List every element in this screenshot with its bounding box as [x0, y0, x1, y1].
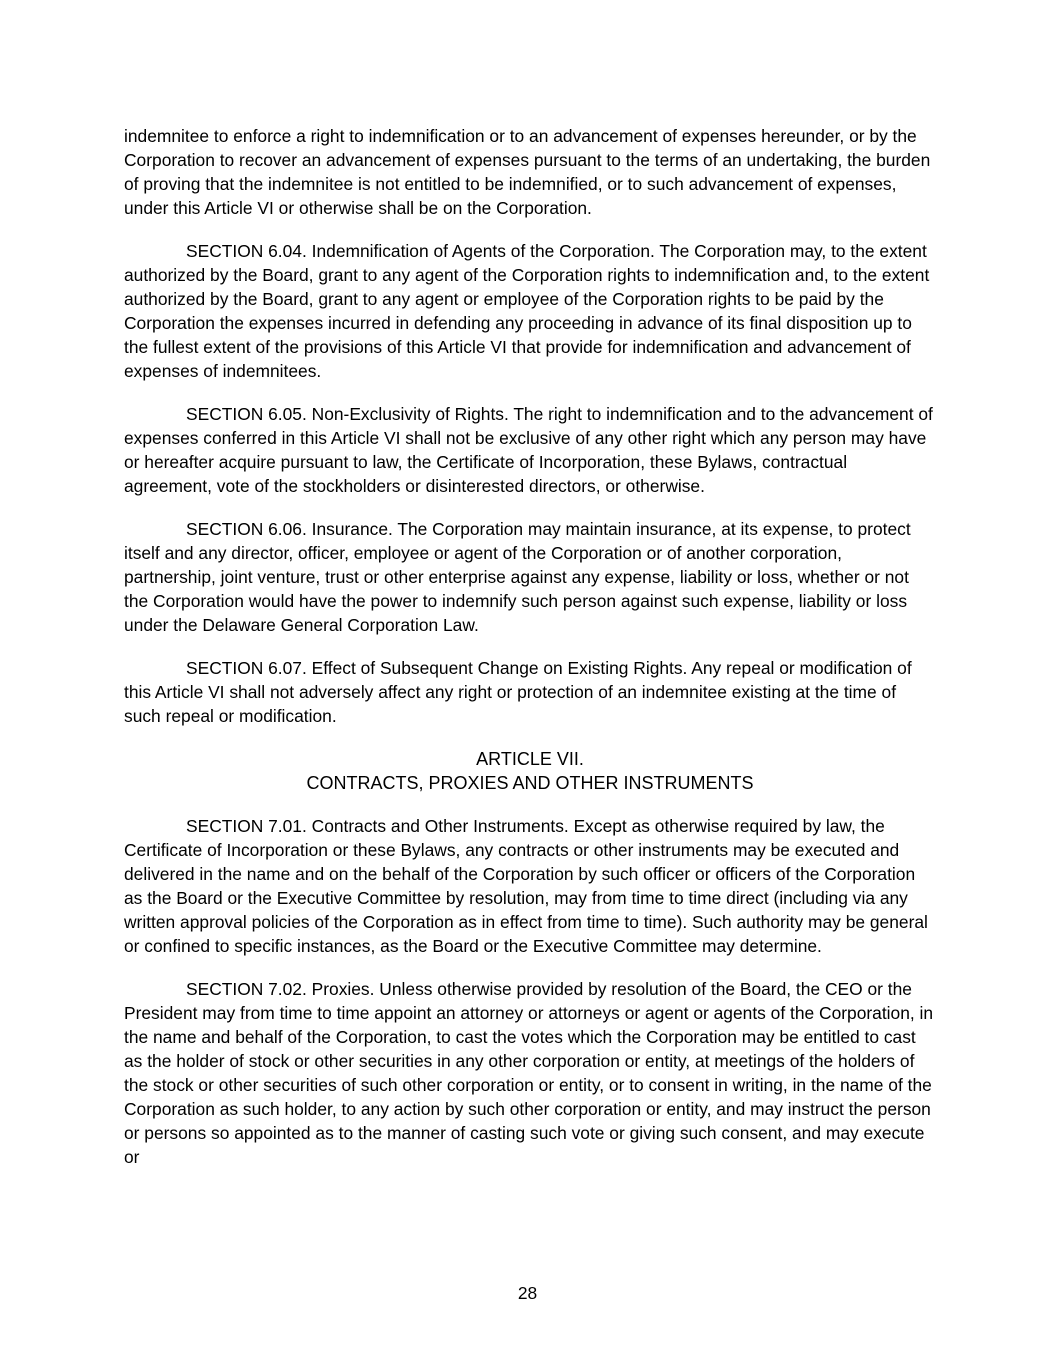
section-7-02	[124, 977, 936, 1169]
page-number: 28	[517, 1283, 538, 1303]
article-title: CONTRACTS, PROXIES AND OTHER INSTRUMENTS	[306, 773, 754, 793]
article-heading	[124, 747, 936, 795]
section-heading: SECTION 6.05. Non-Exclusivity of Rights.	[186, 404, 509, 424]
paragraph-text: indemnitee to enforce a right to indemnification or to an advancement of expenses hereunder, or by the Corporation to recover an advancement of expenses pursuant to the terms of an undertaking, the burden of proving that the indemnitee is not entitled to be indemnified, or to such advancement of expenses, under this Article VI or otherwise shall be on the Corporation.	[124, 126, 931, 218]
section-body: The Corporation may maintain insurance, at its expense, to protect itself and any director, officer, employee or agent of the Corporation or of another corporation, partnership, joint venture, trust or other enterprise against any expense, liability or loss, whether or not the Corporation would have the power to indemnify such person against such expense, liability or loss under the Delaware General Corporation Law.	[124, 519, 911, 635]
document-page	[124, 124, 936, 1188]
section-heading: SECTION 7.01. Contracts and Other Instruments.	[186, 816, 569, 836]
article-number: ARTICLE VII.	[476, 749, 584, 769]
section-heading: SECTION 6.04. Indemnification of Agents of the Corporation.	[186, 241, 655, 261]
section-6-04	[124, 239, 936, 383]
section-6-05	[124, 402, 936, 498]
section-6-06	[124, 517, 936, 637]
section-body: Except as otherwise required by law, the Certificate of Incorporation or these Bylaws, any contracts or other instruments may be executed and delivered in the name and on the behalf of the Corporation by such officer or officers of the Corporation as the Board or the Executive Committee by resolution, may from time to time direct (including via any written approval policies of the Corporation as in effect from time to time). Such authority may be general or confined to specific instances, as the Board or the Executive Committee may determine.	[124, 816, 928, 956]
section-heading: SECTION 7.02. Proxies.	[186, 979, 375, 999]
section-body: Any repeal or modification of this Article VI shall not adversely affect any right or protection of an indemnitee existing at the time of such repeal or modification.	[124, 658, 912, 726]
section-body: The Corporation may, to the extent authorized by the Board, grant to any agent of the Corporation rights to indemnification and, to the extent authorized by the Board, grant to any agent or employee of the Corporation rights to be paid by the Corporation the expenses incurred in defending any proceeding in advance of its final disposition up to the fullest extent of the provisions of this Article VI that provide for indemnification and advancement of expenses of indemnitees.	[124, 241, 930, 381]
paragraphs-after-article	[124, 814, 936, 1169]
paragraphs-before-article	[124, 124, 936, 728]
section-6-07	[124, 656, 936, 728]
paragraph-continuation	[124, 124, 936, 220]
section-heading: SECTION 6.07. Effect of Subsequent Change on Existing Rights.	[186, 658, 688, 678]
section-body: The right to indemnification and to the advancement of expenses conferred in this Article VI shall not be exclusive of any other right which any person may have or hereafter acquire pursuant to law, the Certificate of Incorporation, these Bylaws, contractual agreement, vote of the stockholders or disinterested directors, or otherwise.	[124, 404, 933, 496]
section-heading: SECTION 6.06. Insurance.	[186, 519, 393, 539]
section-7-01	[124, 814, 936, 958]
section-body: Unless otherwise provided by resolution of the Board, the CEO or the President may from time to time appoint an attorney or attorneys or agent or agents of the Corporation, in the name and behalf of the Corporation, to cast the votes which the Corporation may be entitled to cast as the holder of stock or other securities in any other corporation or entity, at meetings of the holders of the stock or other securities of such other corporation or entity, or to consent in writing, in the name of the Corporation as such holder, to any action by such other corporation or entity, and may instruct the person or persons so appointed as to the manner of casting such vote or giving such consent, and may execute or	[124, 979, 934, 1167]
